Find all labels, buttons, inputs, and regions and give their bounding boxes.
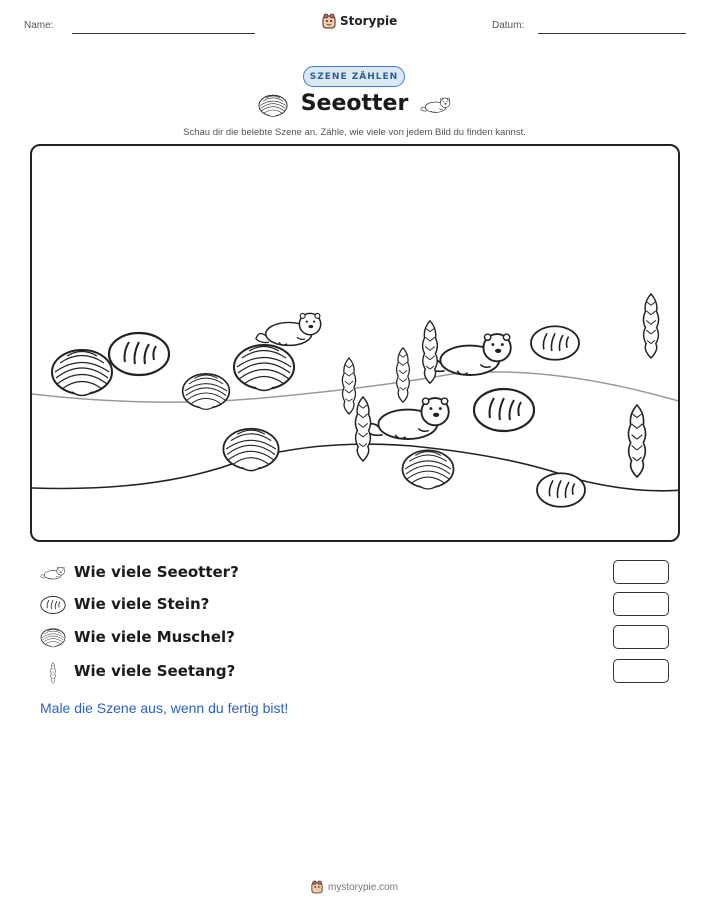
storypie-logo-icon	[311, 880, 323, 894]
brand-name: Storypie	[340, 14, 398, 28]
answer-box-stone[interactable]	[613, 592, 669, 616]
coloring-instruction: Male die Szene aus, wenn du fertig bist!	[40, 700, 289, 716]
footer-url[interactable]: mystorypie.com	[327, 881, 398, 893]
shell	[223, 429, 278, 471]
question-row-shell	[40, 625, 670, 651]
question-row-stone	[40, 592, 670, 618]
seaweed	[342, 358, 355, 414]
question-row-otter	[40, 560, 670, 586]
shell-icon	[40, 628, 66, 648]
name-label: Name:	[24, 20, 54, 31]
seaweed	[355, 397, 370, 461]
stone	[537, 473, 585, 507]
stone	[109, 333, 169, 375]
seaweed	[397, 348, 410, 402]
answer-box-seaweed[interactable]	[613, 659, 669, 683]
seaweed-icon	[46, 662, 60, 684]
stone	[474, 389, 534, 431]
seaweed	[628, 405, 645, 477]
storypie-logo-icon	[322, 13, 336, 29]
shell	[52, 350, 112, 396]
subtitle: Schau dir die belebte Szene an. Zähle, wie viele von jedem Bild du finden kannst.	[183, 127, 526, 138]
otter-icon	[40, 563, 68, 583]
footer	[0, 880, 709, 894]
otter	[428, 334, 511, 375]
otter	[366, 398, 449, 439]
category-badge: SZENE ZÄHLEN	[303, 66, 405, 87]
date-line[interactable]	[538, 33, 686, 34]
stone-icon	[40, 595, 66, 615]
seaweed	[643, 294, 658, 358]
otter-icon	[420, 92, 454, 118]
wave-line-upper	[32, 372, 680, 402]
brand	[322, 13, 397, 29]
answer-box-shell[interactable]	[613, 625, 669, 649]
counting-scene	[30, 144, 680, 542]
page-title: Seeotter	[300, 91, 409, 116]
scene-illustration	[32, 146, 680, 542]
answer-box-otter[interactable]	[613, 560, 669, 584]
shell	[183, 374, 230, 409]
question-text: Wie viele Seetang?	[74, 662, 236, 680]
seaweed	[423, 321, 438, 383]
name-line[interactable]	[72, 33, 255, 34]
question-text: Wie viele Stein?	[74, 595, 210, 613]
question-text: Wie viele Muschel?	[74, 628, 235, 646]
stone	[531, 326, 579, 360]
question-text: Wie viele Seeotter?	[74, 563, 239, 581]
shell	[234, 345, 294, 391]
shell	[403, 450, 454, 489]
question-row-seaweed	[40, 659, 670, 685]
otter	[256, 313, 321, 345]
date-label: Datum:	[492, 20, 525, 31]
